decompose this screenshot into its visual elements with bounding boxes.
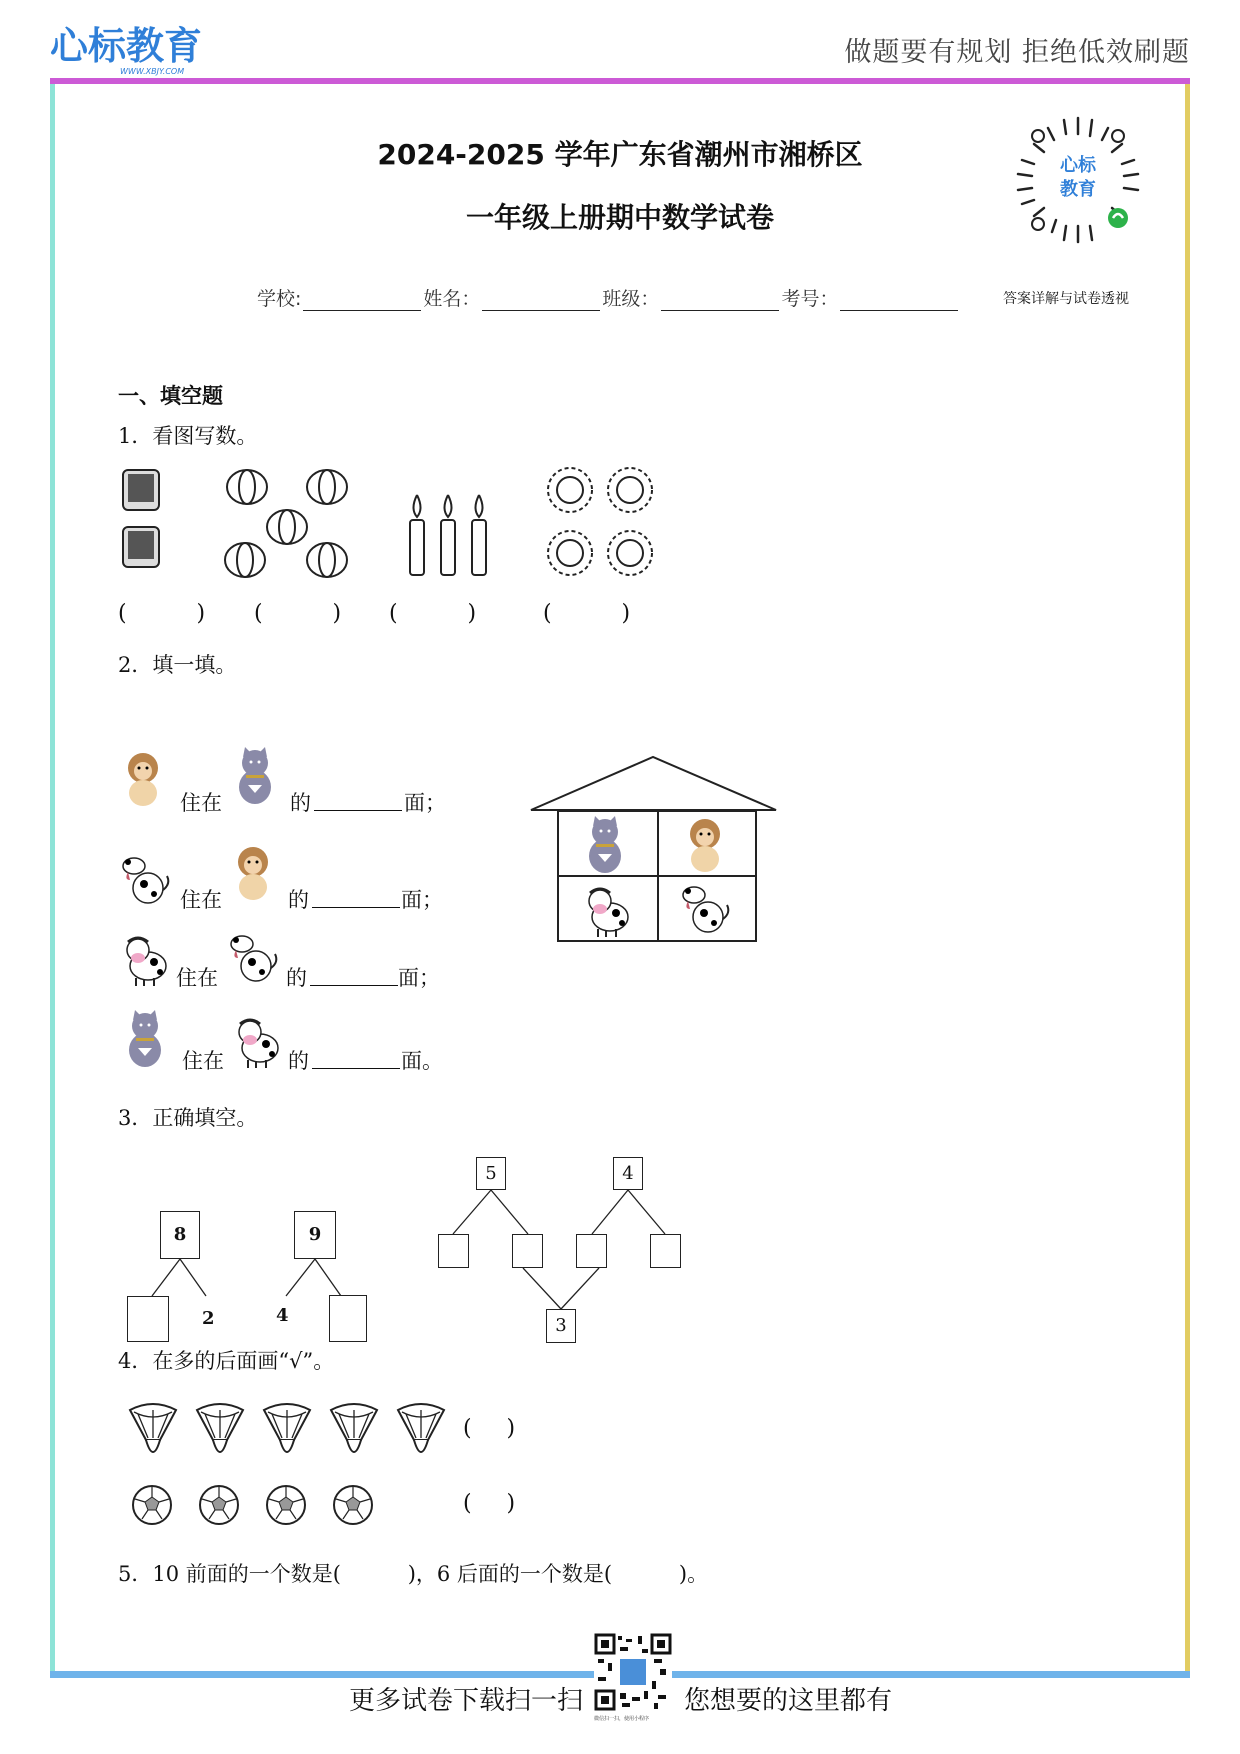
question-1-text: 1．看图写数。 <box>118 424 258 448</box>
question-3-text: 3．正确填空。 <box>118 1106 258 1130</box>
shuttlecock-icon <box>264 1404 310 1452</box>
brand-logo <box>50 26 202 78</box>
section-fill-in-blank: 一、填空题 <box>118 384 223 408</box>
question-5-text: 5．10 前面的一个数是( )，6 后面的一个数是( )。 <box>118 1562 709 1586</box>
exam-title-line1: 2024-2025 学年广东省潮州市湘桥区 <box>377 138 863 171</box>
soccer-ball-icon <box>334 1486 372 1524</box>
shuttlecock-check-blank[interactable]: ( ) <box>463 1416 516 1441</box>
ball-check-blank[interactable]: ( ) <box>463 1491 516 1516</box>
q2-answer-blank-4[interactable] <box>312 1048 400 1069</box>
q1-answer-blank-3[interactable]: ( ) <box>389 601 477 626</box>
lantern-icons <box>225 470 347 577</box>
tree1-answer-box[interactable] <box>127 1296 169 1342</box>
dog-icon <box>118 850 178 912</box>
row-end-label: 面； <box>398 966 440 990</box>
q1-pictures <box>115 465 675 590</box>
question-2-text: 2．填一填。 <box>118 653 237 677</box>
exam-number-label: 考号： <box>781 288 839 310</box>
chain-right-top-box: 4 <box>613 1157 643 1190</box>
row-end-label: 面。 <box>401 1049 443 1073</box>
mini-program-qr-code[interactable] <box>1012 114 1144 246</box>
cat-icon <box>589 816 621 873</box>
qr-caption: 微信扫一扫，使用小程序 <box>594 1716 650 1722</box>
school-field[interactable] <box>303 290 421 311</box>
chain-answer-box-4[interactable] <box>650 1234 681 1268</box>
tree1-top-box: 8 <box>160 1211 200 1259</box>
cat-icon <box>118 1008 178 1070</box>
q2-answer-blank-1[interactable] <box>314 790 402 811</box>
q2-answer-blank-3[interactable] <box>310 965 398 986</box>
of-label: 的 <box>288 1049 309 1073</box>
q1-answer-blank-2[interactable]: ( ) <box>254 601 342 626</box>
candle-icons <box>410 495 486 575</box>
name-field[interactable] <box>482 290 600 311</box>
house-diagram <box>528 754 780 946</box>
q4-pictures <box>120 1398 460 1538</box>
phone-icon <box>123 470 159 510</box>
phone-icon <box>123 527 159 567</box>
chain-answer-box-3[interactable] <box>576 1234 607 1268</box>
footer-left-text: 更多试卷下载扫一扫 <box>348 1686 583 1716</box>
soccer-ball-icon <box>133 1486 171 1524</box>
lion-icons <box>548 468 652 575</box>
row-end-label: 面； <box>404 791 446 815</box>
q1-answer-blank-1[interactable]: ( ) <box>118 601 206 626</box>
lives-in-label: 住在 <box>176 966 218 990</box>
chain-answer-box-1[interactable] <box>438 1234 469 1268</box>
tree1-given-number: 2 <box>202 1308 215 1329</box>
soccer-ball-icon <box>267 1486 305 1524</box>
right-border <box>1185 84 1190 1672</box>
of-label: 的 <box>290 791 311 815</box>
slogan: 做题要有规划 拒绝低效刷题 <box>844 37 1190 68</box>
row-end-label: 面； <box>401 888 443 912</box>
cow-icon <box>230 1010 290 1072</box>
chain-bottom-box: 3 <box>546 1309 576 1343</box>
qr-logo-text: 心标教育 <box>1060 155 1096 200</box>
header-divider <box>50 78 1190 84</box>
logo-text: 心标教育 <box>50 24 203 68</box>
qr-code-icon <box>594 1633 672 1711</box>
question-4-text: 4．在多的后面画“√”。 <box>118 1349 335 1373</box>
cow-icon <box>118 928 178 990</box>
shuttlecock-icon <box>130 1404 176 1452</box>
shuttlecock-icon <box>197 1404 243 1452</box>
q1-answer-blank-4[interactable]: ( ) <box>543 601 631 626</box>
tree2-top-box: 9 <box>294 1211 336 1259</box>
chain-left-top-box: 5 <box>476 1157 506 1190</box>
tree2-answer-box[interactable] <box>329 1295 367 1342</box>
shuttlecock-icon <box>398 1404 444 1452</box>
soccer-ball-icon <box>200 1486 238 1524</box>
of-label: 的 <box>288 888 309 912</box>
student-info-row <box>257 284 960 311</box>
footer-right-text: 您想要的这里都有 <box>684 1686 893 1716</box>
footer-qr-code[interactable] <box>594 1633 672 1721</box>
exam-title-line2: 一年级上册期中数学试卷 <box>465 201 774 234</box>
lives-in-label: 住在 <box>180 791 222 815</box>
exam-number-field[interactable] <box>840 290 958 311</box>
monkey-icon <box>118 748 178 810</box>
class-field[interactable] <box>661 290 779 311</box>
cat-icon <box>228 745 288 807</box>
dog-icon <box>226 928 286 990</box>
shuttlecock-icon <box>331 1404 377 1452</box>
name-label: 姓名： <box>423 288 481 310</box>
lives-in-label: 住在 <box>180 888 222 912</box>
answer-link[interactable]: 答案详解与试卷透视 <box>1003 291 1129 307</box>
class-label: 班级： <box>602 288 660 310</box>
of-label: 的 <box>286 966 307 990</box>
monkey-icon <box>228 842 288 904</box>
chain-answer-box-2[interactable] <box>512 1234 543 1268</box>
logo-url: WWW.XBJY.COM <box>120 67 185 76</box>
lives-in-label: 住在 <box>182 1049 224 1073</box>
school-label: 学校: <box>257 288 302 310</box>
tree2-given-number: 4 <box>276 1305 289 1326</box>
left-border <box>50 84 55 1672</box>
q2-answer-blank-2[interactable] <box>312 887 400 908</box>
